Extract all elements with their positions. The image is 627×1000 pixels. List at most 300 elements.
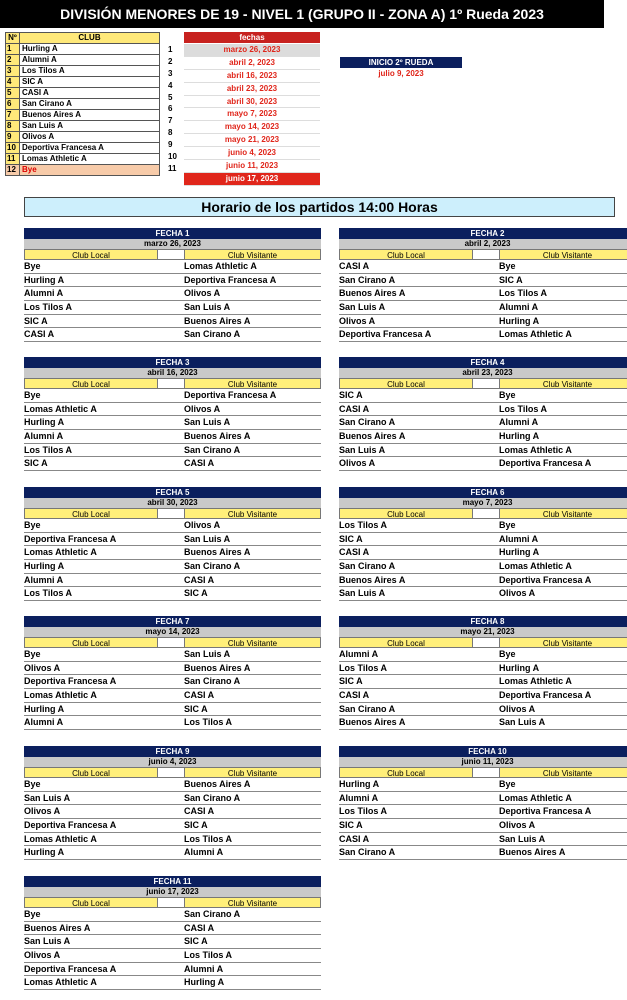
club-row	[6, 77, 160, 88]
visitante-club: San Cirano A	[184, 909, 241, 919]
fecha-date: junio 4, 2023	[184, 147, 320, 160]
clubs-table	[5, 32, 160, 176]
page-title: DIVISIÓN MENORES DE 19 - NIVEL 1 (GRUPO II - ZONA A) 1º Rueda 2023	[0, 0, 604, 28]
match-row	[24, 315, 321, 329]
local-club: Los Tilos A	[24, 302, 73, 313]
local-club: Buenos Aires A	[339, 288, 406, 299]
local-club: San Cirano A	[339, 274, 396, 285]
col-gap	[158, 767, 184, 778]
fixture-column-headers	[339, 249, 627, 260]
fixture-block	[339, 228, 627, 342]
match-row	[339, 315, 627, 329]
fixture-column-headers	[339, 767, 627, 778]
local-club: Olivos A	[24, 806, 61, 817]
visitante-club: Olivos A	[184, 520, 221, 530]
col-gap	[473, 508, 499, 519]
match-row	[339, 444, 627, 458]
match-row	[24, 703, 321, 717]
visitante-club: Deportiva Francesa A	[499, 690, 592, 701]
local-club: San Cirano A	[339, 847, 396, 858]
match-row	[24, 675, 321, 689]
col-local-header: Club Local	[24, 378, 158, 389]
fixture-label: FECHA 2	[339, 228, 627, 239]
visitante-club: CASI A	[184, 458, 215, 469]
local-club: CASI A	[339, 261, 370, 271]
visitante-club: Deportiva Francesa A	[499, 458, 592, 469]
club-number: 7	[6, 110, 20, 121]
fixture-block	[24, 357, 321, 471]
match-row	[339, 533, 627, 547]
local-club: Alumni A	[24, 717, 64, 728]
visitante-club: Bye	[499, 390, 516, 400]
local-club: Los Tilos A	[339, 806, 388, 817]
fixture-date: abril 16, 2023	[24, 368, 321, 378]
match-row	[339, 430, 627, 444]
inicio-segunda-rueda	[340, 57, 462, 79]
col-gap	[473, 637, 499, 648]
match-row	[24, 444, 321, 458]
local-club: San Luis A	[339, 444, 386, 455]
fixture-block	[339, 487, 627, 601]
fecha-date: junio 11, 2023	[184, 160, 320, 173]
club-row	[6, 121, 160, 132]
visitante-club: Los Tilos A	[184, 833, 233, 844]
fecha-date: mayo 21, 2023	[184, 134, 320, 147]
visitante-club: San Cirano A	[184, 676, 241, 687]
local-club: San Luis A	[24, 792, 71, 803]
fecha-number: 8	[168, 128, 173, 138]
col-gap	[158, 508, 184, 519]
match-row	[24, 935, 321, 949]
local-club: SIC A	[339, 390, 363, 400]
match-row	[339, 833, 627, 847]
match-row	[24, 716, 321, 730]
match-row	[339, 819, 627, 833]
local-club: SIC A	[339, 820, 363, 831]
match-row	[339, 328, 627, 342]
local-club: Hurling A	[24, 847, 65, 858]
match-row	[24, 287, 321, 301]
club-name: CASI A	[20, 88, 160, 99]
club-row	[6, 165, 160, 176]
visitante-club: San Luis A	[184, 533, 231, 544]
match-row	[24, 963, 321, 977]
fixture-date: junio 4, 2023	[24, 757, 321, 767]
club-number: 4	[6, 77, 20, 88]
visitante-club: Hurling A	[499, 547, 540, 558]
match-row	[339, 792, 627, 806]
visitante-club: Lomas Athletic A	[499, 792, 572, 803]
club-number: 6	[6, 99, 20, 110]
visitante-club: Buenos Aires A	[184, 662, 251, 673]
col-visitante-header: Club Visitante	[499, 249, 627, 260]
col-gap	[158, 897, 184, 908]
match-row	[24, 908, 321, 922]
local-club: Alumni A	[24, 431, 64, 442]
fixture-column-headers	[339, 508, 627, 519]
match-row	[339, 662, 627, 676]
col-local-header: Club Local	[339, 508, 473, 519]
club-number: 8	[6, 121, 20, 132]
local-club: Los Tilos A	[339, 520, 388, 530]
col-local-header: Club Local	[339, 378, 473, 389]
club-number: 3	[6, 66, 20, 77]
local-club: Olivos A	[339, 458, 376, 469]
visitante-club: Bye	[499, 779, 516, 789]
visitante-club: Los Tilos A	[184, 717, 233, 728]
match-row	[339, 457, 627, 471]
match-row	[24, 846, 321, 860]
local-club: Alumni A	[24, 288, 64, 299]
visitante-club: Lomas Athletic A	[499, 329, 572, 340]
match-row	[24, 430, 321, 444]
local-club: CASI A	[339, 690, 370, 701]
local-club: Deportiva Francesa A	[24, 963, 117, 974]
club-number: 1	[6, 44, 20, 55]
fixture-column-headers	[24, 249, 321, 260]
fecha-dates-list	[184, 32, 320, 186]
match-row	[24, 922, 321, 936]
local-club: Deportiva Francesa A	[24, 676, 117, 687]
club-name: Buenos Aires A	[20, 110, 160, 121]
club-number: 11	[6, 154, 20, 165]
club-name: SIC A	[20, 77, 160, 88]
match-row	[24, 662, 321, 676]
visitante-club: Los Tilos A	[499, 403, 548, 414]
fecha-date: mayo 14, 2023	[184, 121, 320, 134]
col-gap	[158, 378, 184, 389]
visitante-club: SIC A	[184, 703, 208, 714]
fixture-label: FECHA 1	[24, 228, 321, 239]
local-club: Deportiva Francesa A	[24, 820, 117, 831]
visitante-club: Deportiva Francesa A	[184, 390, 277, 400]
club-name: Bye	[20, 165, 160, 176]
col-gap	[158, 249, 184, 260]
clubs-club-header: CLUB	[20, 33, 160, 44]
visitante-club: Hurling A	[499, 315, 540, 326]
fecha-date: mayo 7, 2023	[184, 108, 320, 121]
visitante-club: Olivos A	[499, 588, 536, 599]
visitante-club: Olivos A	[499, 703, 536, 714]
match-row	[339, 703, 627, 717]
fixture-date: mayo 14, 2023	[24, 627, 321, 637]
local-club: Buenos Aires A	[339, 574, 406, 585]
visitante-club: SIC A	[184, 588, 208, 599]
fixture-block	[339, 616, 627, 730]
match-row	[339, 805, 627, 819]
visitante-club: Los Tilos A	[499, 288, 548, 299]
visitante-club: Buenos Aires A	[184, 547, 251, 558]
match-row	[24, 778, 321, 792]
local-club: Alumni A	[339, 792, 379, 803]
local-club: SIC A	[339, 533, 363, 544]
local-club: San Luis A	[339, 588, 386, 599]
local-club: CASI A	[339, 403, 370, 414]
col-local-header: Club Local	[339, 767, 473, 778]
fecha-number-list	[168, 44, 177, 175]
local-club: CASI A	[339, 833, 370, 844]
local-club: Bye	[24, 649, 41, 659]
match-row	[24, 328, 321, 342]
inicio-date: julio 9, 2023	[378, 69, 424, 78]
fixture-block	[24, 487, 321, 601]
local-club: Bye	[24, 520, 41, 530]
match-row	[24, 403, 321, 417]
fixture-date: abril 30, 2023	[24, 498, 321, 508]
col-visitante-header: Club Visitante	[184, 249, 321, 260]
match-row	[339, 689, 627, 703]
visitante-club: Lomas Athletic A	[499, 561, 572, 572]
match-row	[339, 560, 627, 574]
visitante-club: Buenos Aires A	[184, 431, 251, 442]
visitante-club: Deportiva Francesa A	[499, 574, 592, 585]
visitante-club: Alumni A	[499, 302, 539, 313]
fecha-date: marzo 26, 2023	[184, 44, 320, 57]
visitante-club: Deportiva Francesa A	[184, 274, 277, 285]
col-local-header: Club Local	[24, 767, 158, 778]
clubs-num-header: Nº	[6, 33, 20, 44]
visitante-club: SIC A	[184, 820, 208, 831]
fecha-date: abril 30, 2023	[184, 96, 320, 109]
club-row	[6, 143, 160, 154]
fecha-number: 6	[168, 104, 173, 114]
match-row	[24, 648, 321, 662]
col-local-header: Club Local	[24, 508, 158, 519]
match-row	[339, 260, 627, 274]
local-club: SIC A	[24, 458, 48, 469]
col-visitante-header: Club Visitante	[499, 508, 627, 519]
visitante-club: Deportiva Francesa A	[499, 806, 592, 817]
fixture-label: FECHA 10	[339, 746, 627, 757]
fixture-date: mayo 21, 2023	[339, 627, 627, 637]
visitante-club: Alumni A	[499, 417, 539, 428]
local-club: Bye	[24, 779, 41, 789]
club-name: San Luis A	[20, 121, 160, 132]
col-visitante-header: Club Visitante	[184, 637, 321, 648]
local-club: San Luis A	[339, 302, 386, 313]
visitante-club: Buenos Aires A	[184, 779, 251, 789]
visitante-club: Hurling A	[184, 977, 225, 988]
visitante-club: San Luis A	[184, 649, 231, 659]
visitante-club: SIC A	[184, 936, 208, 947]
match-row	[339, 416, 627, 430]
fecha-date: abril 16, 2023	[184, 70, 320, 83]
local-club: Buenos Aires A	[24, 922, 91, 933]
fixture-column-headers	[339, 378, 627, 389]
col-gap	[473, 378, 499, 389]
visitante-club: CASI A	[184, 574, 215, 585]
fixture-block	[24, 616, 321, 730]
fecha-number: 9	[168, 140, 173, 150]
visitante-club: Alumni A	[184, 963, 224, 974]
fecha-date: junio 17, 2023	[184, 173, 320, 186]
match-row	[24, 976, 321, 990]
club-row	[6, 154, 160, 165]
local-club: Lomas Athletic A	[24, 547, 97, 558]
visitante-club: Alumni A	[184, 847, 224, 858]
club-name: Olivos A	[20, 132, 160, 143]
club-number: 12	[6, 165, 20, 176]
match-row	[24, 301, 321, 315]
visitante-club: Lomas Athletic A	[499, 444, 572, 455]
visitante-club: San Cirano A	[184, 329, 241, 340]
fecha-date: abril 23, 2023	[184, 83, 320, 96]
local-club: Los Tilos A	[24, 588, 73, 599]
local-club: Bye	[24, 909, 41, 919]
match-row	[24, 457, 321, 471]
inicio-label: INICIO 2º RUEDA	[340, 57, 462, 68]
fecha-number: 2	[168, 56, 173, 66]
visitante-club: Olivos A	[184, 403, 221, 414]
match-row	[339, 846, 627, 860]
local-club: Hurling A	[339, 779, 380, 789]
fixture-block	[24, 746, 321, 860]
match-row	[339, 546, 627, 560]
local-club: Deportiva Francesa A	[24, 533, 117, 544]
col-visitante-header: Club Visitante	[184, 897, 321, 908]
fixture-label: FECHA 8	[339, 616, 627, 627]
local-club: SIC A	[339, 676, 363, 687]
club-name: Hurling A	[20, 44, 160, 55]
local-club: Hurling A	[24, 274, 65, 285]
fecha-number: 7	[168, 116, 173, 126]
match-row	[24, 819, 321, 833]
fixture-label: FECHA 3	[24, 357, 321, 368]
fixture-label: FECHA 9	[24, 746, 321, 757]
visitante-club: Bye	[499, 261, 516, 271]
local-club: San Cirano A	[339, 417, 396, 428]
match-row	[24, 792, 321, 806]
fixture-date: abril 23, 2023	[339, 368, 627, 378]
fecha-number: 1	[168, 45, 173, 54]
match-row	[24, 416, 321, 430]
local-club: Hurling A	[24, 417, 65, 428]
local-club: Lomas Athletic A	[24, 977, 97, 988]
club-name: San Cirano A	[20, 99, 160, 110]
col-local-header: Club Local	[339, 249, 473, 260]
local-club: Los Tilos A	[24, 444, 73, 455]
visitante-club: San Cirano A	[184, 561, 241, 572]
local-club: CASI A	[24, 329, 55, 340]
visitante-club: Buenos Aires A	[499, 847, 566, 858]
visitante-club: Olivos A	[499, 820, 536, 831]
fixture-label: FECHA 5	[24, 487, 321, 498]
fixture-date: marzo 26, 2023	[24, 239, 321, 249]
match-row	[339, 648, 627, 662]
local-club: Buenos Aires A	[339, 431, 406, 442]
fixture-column-headers	[24, 378, 321, 389]
local-club: Los Tilos A	[339, 662, 388, 673]
col-gap	[158, 637, 184, 648]
fecha-number: 10	[168, 152, 177, 162]
local-club: CASI A	[339, 547, 370, 558]
col-local-header: Club Local	[24, 249, 158, 260]
local-club: San Cirano A	[339, 703, 396, 714]
col-visitante-header: Club Visitante	[499, 637, 627, 648]
fixture-label: FECHA 7	[24, 616, 321, 627]
club-row	[6, 110, 160, 121]
visitante-club: Lomas Athletic A	[499, 676, 572, 687]
club-row	[6, 132, 160, 143]
club-row	[6, 55, 160, 66]
local-club: Olivos A	[24, 662, 61, 673]
fixture-date: mayo 7, 2023	[339, 498, 627, 508]
col-gap	[473, 249, 499, 260]
match-row	[24, 805, 321, 819]
visitante-club: San Cirano A	[184, 792, 241, 803]
match-row	[24, 949, 321, 963]
local-club: Bye	[24, 390, 41, 400]
fixture-block	[339, 746, 627, 860]
match-row	[339, 403, 627, 417]
col-local-header: Club Local	[24, 637, 158, 648]
match-row	[24, 587, 321, 601]
fixture-column-headers	[24, 897, 321, 908]
visitante-club: Hurling A	[499, 431, 540, 442]
local-club: Hurling A	[24, 703, 65, 714]
club-number: 5	[6, 88, 20, 99]
visitante-club: San Cirano A	[184, 444, 241, 455]
visitante-club: Hurling A	[499, 662, 540, 673]
fixture-date: junio 17, 2023	[24, 887, 321, 897]
match-row	[24, 389, 321, 403]
match-row	[339, 274, 627, 288]
local-club: Bye	[24, 261, 41, 271]
club-name: Deportiva Francesa A	[20, 143, 160, 154]
col-gap	[473, 767, 499, 778]
fixture-label: FECHA 4	[339, 357, 627, 368]
visitante-club: San Luis A	[499, 717, 546, 728]
fecha-number: 3	[168, 68, 173, 78]
horario-banner: Horario de los partidos 14:00 Horas	[24, 197, 615, 217]
local-club: SIC A	[24, 315, 48, 326]
club-number: 9	[6, 132, 20, 143]
fixture-block	[339, 357, 627, 471]
local-club: San Cirano A	[339, 561, 396, 572]
visitante-club: Olivos A	[184, 288, 221, 299]
local-club: Lomas Athletic A	[24, 403, 97, 414]
club-number: 10	[6, 143, 20, 154]
fixture-block	[24, 228, 321, 342]
visitante-club: CASI A	[184, 690, 215, 701]
col-visitante-header: Club Visitante	[184, 378, 321, 389]
fixture-date: abril 2, 2023	[339, 239, 627, 249]
fecha-number: 4	[168, 80, 173, 90]
visitante-club: Lomas Athletic A	[184, 261, 257, 271]
col-visitante-header: Club Visitante	[499, 378, 627, 389]
local-club: Lomas Athletic A	[24, 833, 97, 844]
match-row	[339, 389, 627, 403]
club-row	[6, 44, 160, 55]
col-local-header: Club Local	[24, 897, 158, 908]
fecha-date: abril 2, 2023	[184, 57, 320, 70]
club-name: Lomas Athletic A	[20, 154, 160, 165]
visitante-club: Alumni A	[499, 533, 539, 544]
fixture-column-headers	[24, 508, 321, 519]
match-row	[339, 574, 627, 588]
fecha-number: 11	[168, 163, 177, 173]
visitante-club: SIC A	[499, 274, 523, 285]
col-visitante-header: Club Visitante	[499, 767, 627, 778]
club-row	[6, 88, 160, 99]
match-row	[24, 274, 321, 288]
fixture-block	[24, 876, 321, 990]
local-club: Deportiva Francesa A	[339, 329, 432, 340]
match-row	[339, 301, 627, 315]
local-club: Lomas Athletic A	[24, 690, 97, 701]
match-row	[24, 519, 321, 533]
local-club: Olivos A	[339, 315, 376, 326]
